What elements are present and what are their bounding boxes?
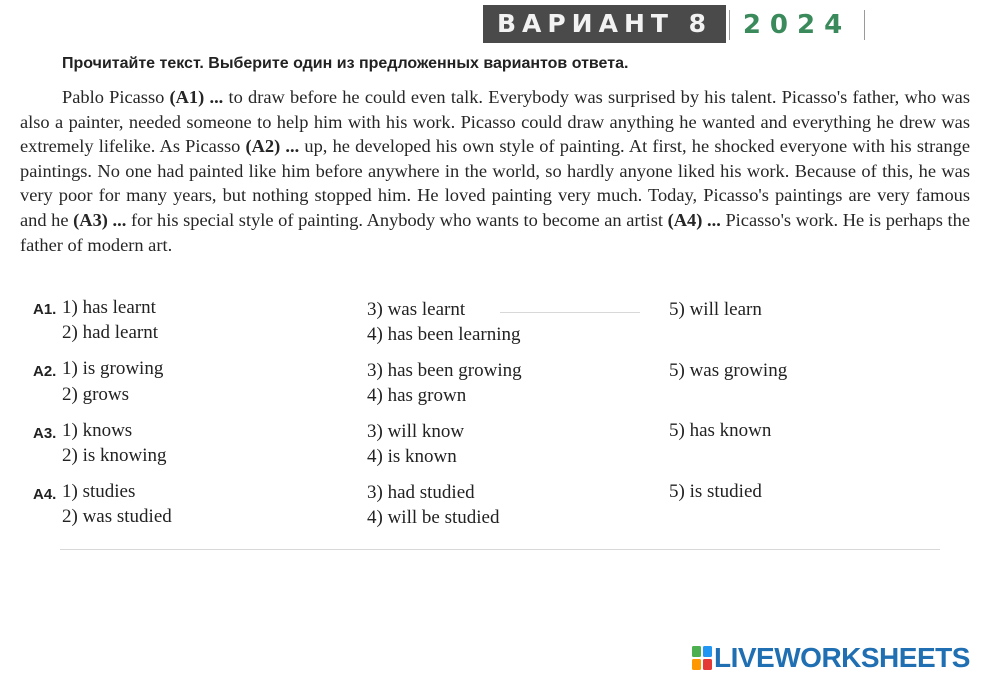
brand-name: LIVEWORKSHEETS xyxy=(714,642,970,673)
option-a1-1[interactable]: 1) has learnt xyxy=(62,297,156,318)
gap-a1: (A1) ... xyxy=(169,87,224,107)
bleed-line xyxy=(500,312,640,313)
gap-a2: (A2) ... xyxy=(245,136,300,157)
passage-text: up, he developed his own style of painting. At first, he shocked everyone with his strange paintings. No one had painted like him before anywhere in the world, so hardly anyone liked his work. Because of this, he was very poor for many years, but nothing stopped him. He loved painting very much. Today, Picasso's paintings are very famous and he xyxy=(20,136,970,230)
option-a3-1[interactable]: 1) knows xyxy=(62,420,133,441)
option-a3-2[interactable]: 2) is knowing xyxy=(62,445,167,466)
option-a2-1[interactable]: 1) is growing xyxy=(62,358,164,379)
option-a3-5[interactable]: 5) has known xyxy=(669,420,772,441)
liveworksheets-brand xyxy=(692,643,970,673)
option-a1-5[interactable]: 5) will learn xyxy=(669,299,762,320)
year-label: 2024 xyxy=(729,10,865,40)
option-a2-3[interactable]: 3) has been growing xyxy=(367,360,522,381)
option-a3-3[interactable]: 3) will know xyxy=(367,421,465,442)
gap-a4: (A4) ... xyxy=(667,209,721,230)
option-a4-5[interactable]: 5) is studied xyxy=(669,481,762,502)
liveworksheets-logo-icon xyxy=(692,646,712,670)
gap-a3: (A3) ... xyxy=(73,209,127,230)
passage-text: Pablo Picasso xyxy=(62,87,170,107)
option-a1-4[interactable]: 4) has been learning xyxy=(367,324,521,345)
option-a4-2[interactable]: 2) was studied xyxy=(62,506,172,527)
question-label-a3: A3. xyxy=(33,425,57,442)
question-label-a2: A2. xyxy=(33,363,57,380)
reading-passage xyxy=(20,85,970,257)
option-a1-3[interactable]: 3) was learnt xyxy=(367,299,466,320)
passage-text: for his special style of painting. Anybody who wants to become an artist xyxy=(126,209,668,230)
option-a2-4[interactable]: 4) has grown xyxy=(367,385,467,406)
passage-text: Picasso's work. He is perhaps the father of modern art. xyxy=(20,209,970,255)
option-a3-4[interactable]: 4) is known xyxy=(367,446,457,467)
option-a1-2[interactable]: 2) had learnt xyxy=(62,322,159,343)
option-a4-1[interactable]: 1) studies xyxy=(62,481,136,502)
option-a4-3[interactable]: 3) had studied xyxy=(367,482,475,503)
instruction-text: Прочитайте текст. Выберите один из предложенных вариантов ответа. xyxy=(62,55,629,72)
variant-badge: ВАРИАНТ 8 xyxy=(483,5,726,43)
option-a2-5[interactable]: 5) was growing xyxy=(669,360,788,381)
question-label-a1: A1. xyxy=(33,301,57,318)
option-a2-2[interactable]: 2) grows xyxy=(62,384,130,405)
option-a4-4[interactable]: 4) will be studied xyxy=(367,507,500,528)
question-label-a4: A4. xyxy=(33,486,57,503)
passage-text: to draw before he could even talk. Everybody was surprised by his talent. Picasso's father, who was also a painter, needed someone to help him with his work. Picasso could draw anything he wanted and everything he drew was extremely lifelike. As Picasso xyxy=(20,87,970,157)
bleed-line xyxy=(60,549,940,550)
